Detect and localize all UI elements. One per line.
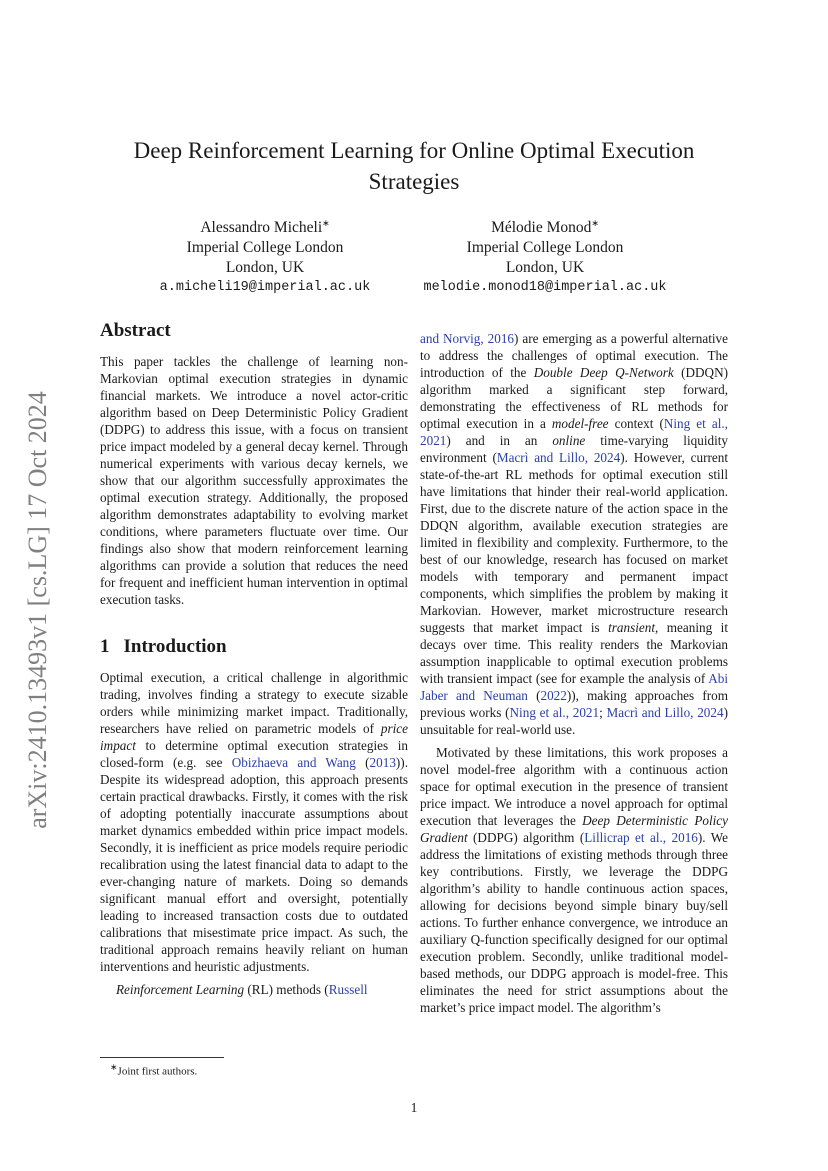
author-block-2 — [410, 213, 680, 298]
citation-link[interactable]: and Norvig, 2016 — [420, 331, 515, 346]
paper-title: Deep Reinforcement Learning for Online Optimal Execution Strategies — [133, 138, 695, 194]
author-footnote-mark: ∗ — [591, 218, 599, 228]
author-location: London, UK — [225, 259, 305, 277]
intro-paragraph-2-cont: and Norvig, 2016) are emerging as a powerful alternative to address the challenges of optimal execution. The introduction of the Double Deep Q-Network (DDQN) algorithm marked a significant step forward, demonstrating the effectiveness of RL methods for optimal execution in a model-free context (Ning et al., 2021) and in an online time-varying liquidity environment (Macrì and Lillo, 2024). However, current state-of-the-art RL methods for optimal execution still have limitations that hinder their real-world application. First, due to the discrete nature of the action space in the DDQN algorithm, available execution strategies are limited in flexibility and complexity. Furthermore, to the best of our knowledge, research has focused on market models with temporary and permanent impact components, which simplifies the problem by making it Markovian. However, market microstructure research suggests that market impact is transient, meaning it decays over time. This reality renders the Markovian assumption inapplicable to optimal execution problems with transient impact (see for example the analysis of Abi Jaber and Neuman (2022)), making approaches from previous works (Ning et al., 2021; Macrì and Lillo, 2024) unsuitable for real-world use. — [420, 331, 729, 737]
abstract-heading: Abstract — [100, 320, 171, 341]
right-column — [420, 330, 728, 1016]
author-email[interactable]: a.micheli19@imperial.ac.uk — [159, 280, 371, 296]
footnote-rule — [100, 1057, 224, 1058]
arxiv-id: arXiv:2410.13493v1 [cs.LG] 17 Oct 2024 — [23, 391, 52, 829]
citation-link[interactable]: 2013 — [369, 755, 396, 770]
citation-link[interactable]: Lillicrap et al., 2016 — [584, 830, 698, 845]
citation-link[interactable]: Macrì and Lillo, 2024 — [496, 450, 621, 465]
intro-paragraph-2-start: Reinforcement Learning (RL) methods (Russell — [116, 982, 368, 997]
page-number: 1 — [410, 1100, 418, 1115]
citation-link[interactable]: Russell — [328, 982, 368, 997]
author-block-1 — [140, 213, 390, 298]
section-number: 1 — [100, 636, 110, 657]
abstract-text: This paper tackles the challenge of learning non-Markovian optimal execution strategies in dynamic financial markets. We introduce a novel actor-critic algorithm based on Deep Deterministic Policy Gradient (DDPG) to address this issue, with a focus on transient price impact modeled by a general decay kernel. Through numerical experiments with various decay kernels, we show that our algorithm successfully approximates the optimal execution strategy. Additionally, the proposed algorithm demonstrates adaptability to evolving market conditions, where parameters fluctuate over time. Our findings also show that modern reinforcement learning algorithms can provide a solution that reduces the need for frequent and inefficient human intervention in optimal execution tasks. — [100, 354, 408, 607]
footnote-text: Joint first authors. — [117, 1065, 198, 1078]
citation-link[interactable]: Macrì and Lillo, 2024 — [606, 705, 724, 720]
author-location: London, UK — [505, 259, 585, 277]
author-affiliation: Imperial College London — [186, 239, 344, 257]
section-heading-introduction — [100, 638, 408, 655]
citation-link[interactable]: Obizhaeva and Wang — [231, 755, 356, 770]
author-affiliation: Imperial College London — [466, 239, 624, 257]
author-footnote-mark: ∗ — [322, 218, 330, 228]
author-email[interactable]: melodie.monod18@imperial.ac.uk — [423, 280, 667, 296]
intro-paragraph-3: Motivated by these limitations, this work proposes a novel model-free algorithm with a continuous action space for optimal execution in the presence of transient price impact. We introduce a novel approach for optimal execution that leverages the Deep Deterministic Policy Gradient (DDPG) algorithm (Lillicrap et al., 2016). We address the limitations of existing methods through three key contributions. Firstly, we leverage the DDPG algorithm’s ability to handle continuous action spaces, allowing for decisions beyond simple binary buy/sell actions. To further enhance convergence, we introduce an auxiliary Q-function specifically designed for our optimal execution problem. Secondly, unlike traditional model-based methods, our DDPG approach is model-free. This eliminates the need for strict assumptions about the market’s price impact model. The algorithm’s — [420, 745, 729, 1015]
author-name: Mélodie Monod — [491, 219, 592, 237]
citation-link[interactable]: Ning et al., 2021 — [420, 416, 728, 448]
citation-link[interactable]: 2022 — [540, 688, 567, 703]
author-name: Alessandro Micheli — [200, 219, 323, 237]
section-title: Introduction — [123, 636, 227, 657]
citation-link[interactable]: Ning et al., 2021 — [509, 705, 600, 720]
intro-paragraph-1: Optimal execution, a critical challenge in algorithmic trading, involves finding a strategy to execute sizable orders while minimizing market impact. Traditionally, researchers have relied on parametric models of price impact to determine optimal execution strategies in closed-form (e.g. see Obizhaeva and Wang (2013)). Despite its widespread adoption, this approach presents certain practical drawbacks. Firstly, it comes with the risk of adopting potentially inaccurate assumptions about market dynamics embedded within price impact models. Secondly, it is inefficient as price models require periodic recalibration using the latest financial data to adapt to the ever-changing nature of markets. Doing so demands significant manual effort and oversight, potentially leading to increased transaction costs due to outdated calibrations that misestimate price impact. As such, the traditional approach remains heavily reliant on human interventions and heuristic adjustments. — [100, 670, 408, 974]
citation-link[interactable]: Abi Jaber and Neuman — [420, 671, 728, 703]
footnote — [110, 1062, 197, 1078]
footnote-mark: ∗ — [110, 1062, 118, 1072]
arxiv-sidebar-stamp — [18, 370, 58, 850]
left-column — [100, 322, 408, 998]
